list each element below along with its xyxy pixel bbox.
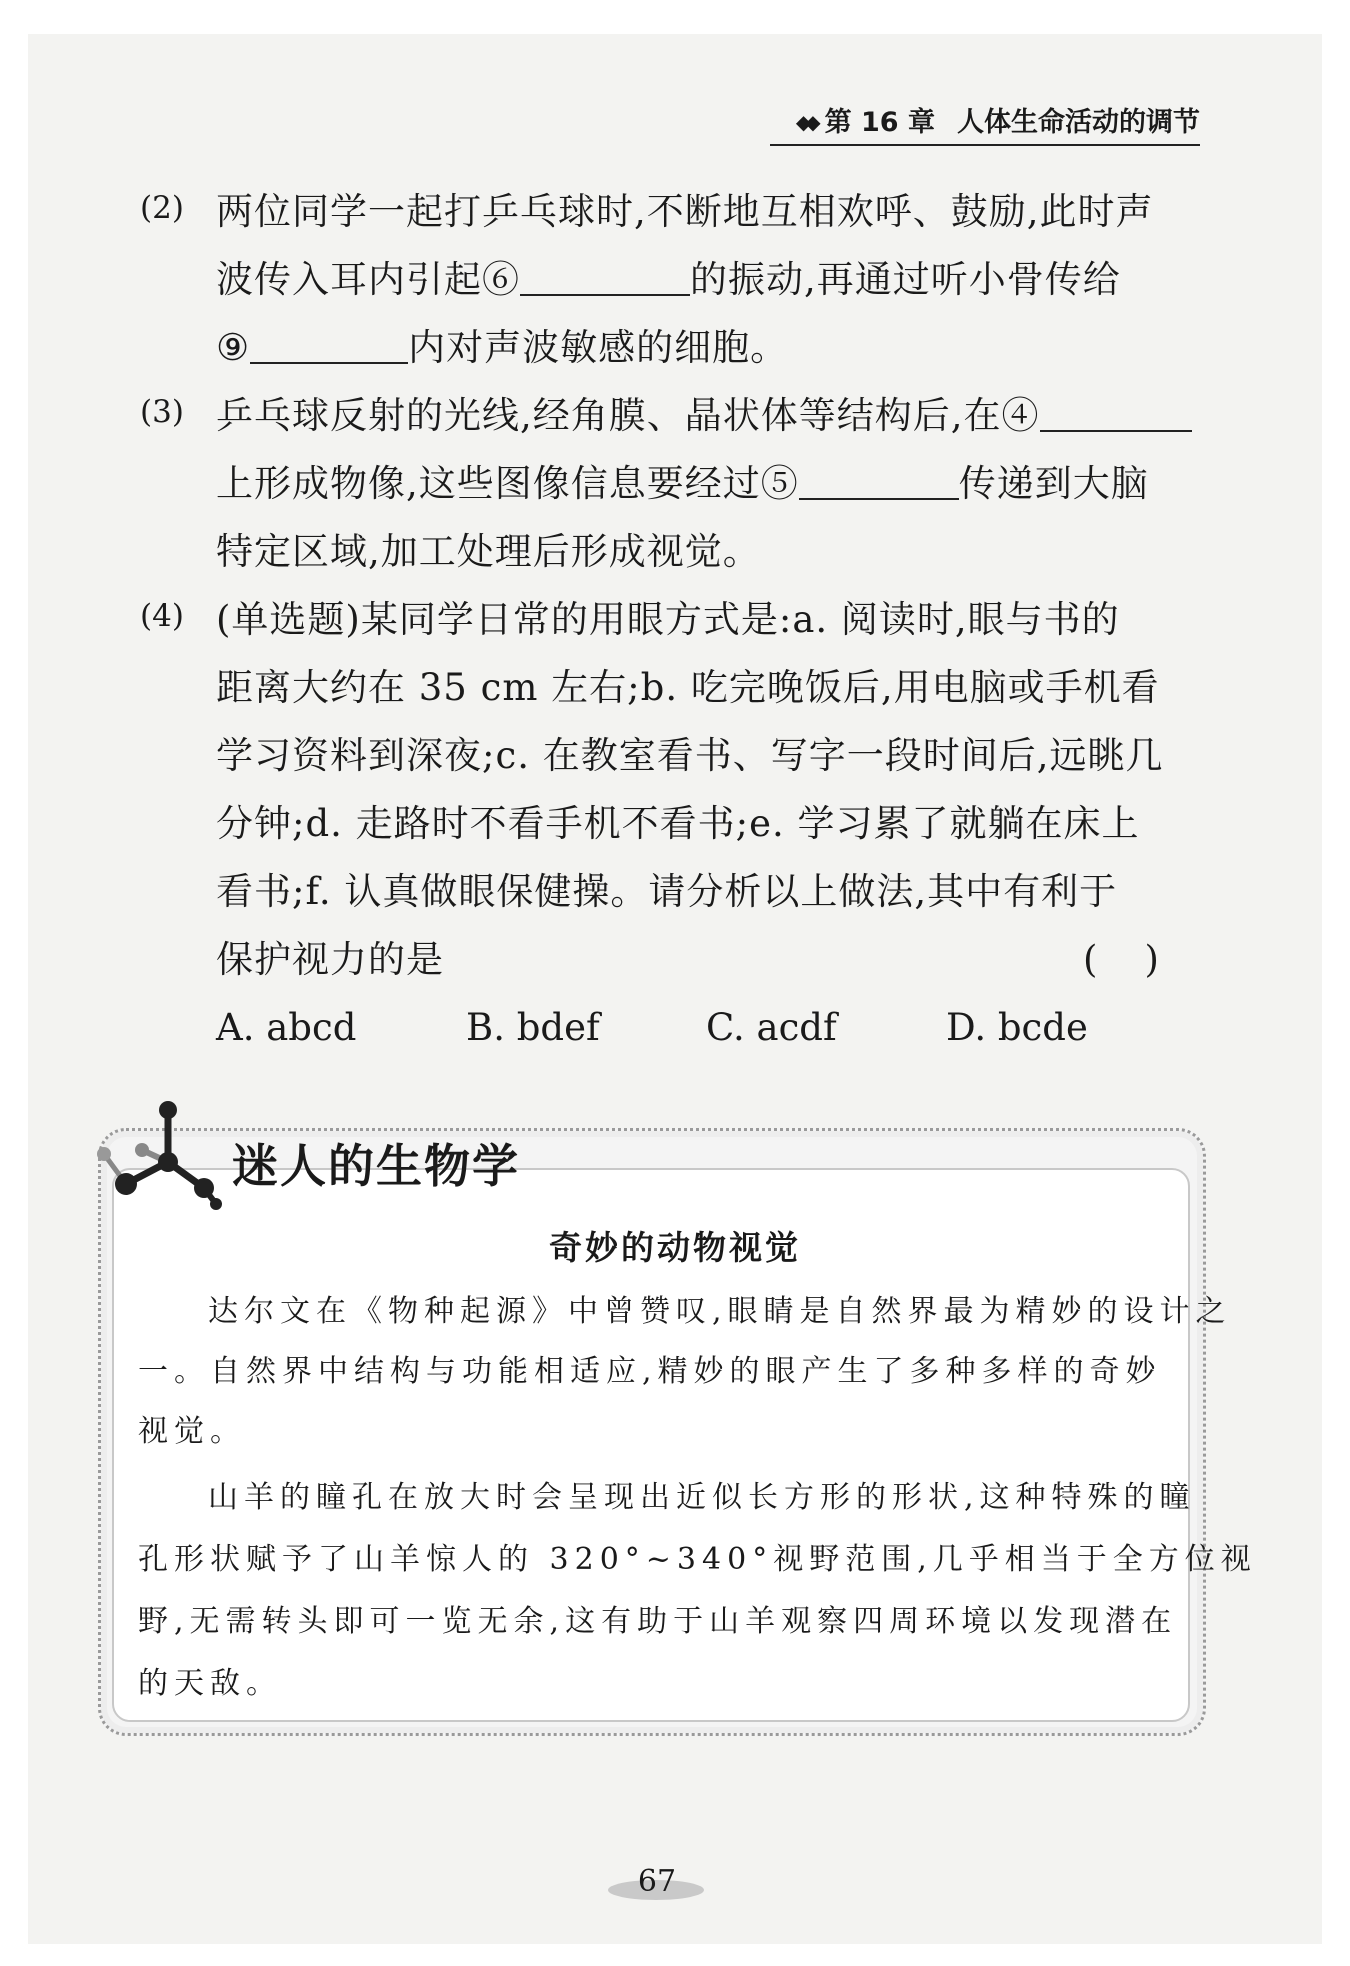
answer-blank-9[interactable] [250, 326, 408, 364]
answer-blank-6[interactable] [520, 258, 690, 296]
question-3-line-1: 乒乓球反射的光线,经角膜、晶状体等结构后,在④ [216, 392, 1192, 440]
question-2-line-3: ⑨ 内对声波敏感的细胞。 [216, 326, 789, 369]
section-title: 迷人的生物学 [232, 1139, 520, 1193]
chapter-number: 第 16 章 [824, 107, 935, 138]
paragraph-2-line-2: 孔形状赋予了山羊惊人的 320°~340°视野范围,几乎相当于全方位视 [138, 1542, 1257, 1577]
question-4-number: (4) [140, 598, 184, 634]
answer-blank-5[interactable] [799, 462, 959, 500]
answer-paren[interactable]: ( ) [1083, 938, 1159, 981]
option-d[interactable]: D. bcde [946, 1006, 1088, 1049]
page-number: 67 [637, 1864, 677, 1899]
question-3-line-2: 上形成物像,这些图像信息要经过⑤ 传递到大脑 [216, 462, 1149, 505]
chapter-title: 人体生命活动的调节 [957, 107, 1200, 138]
question-4-line-4: 分钟;d. 走路时不看手机不看书;e. 学习累了就躺在床上 [216, 802, 1140, 845]
molecule-icon [96, 1092, 226, 1212]
paragraph-1-line-2: 一。自然界中结构与功能相适应,精妙的眼产生了多种多样的奇妙 [138, 1354, 1162, 1389]
question-3-line-3: 特定区域,加工处理后形成视觉。 [216, 530, 761, 573]
question-3-number: (3) [140, 394, 184, 430]
paragraph-2-line-3: 野,无需转头即可一览无余,这有助于山羊观察四周环境以发现潜在 [138, 1604, 1178, 1639]
paragraph-1-line-3: 视觉。 [138, 1414, 246, 1449]
question-4-line-6: 保护视力的是 [216, 938, 444, 981]
question-4-line-2: 距离大约在 35 cm 左右;b. 吃完晚饭后,用电脑或手机看 [216, 666, 1160, 709]
article-title: 奇妙的动物视觉 [549, 1228, 801, 1267]
paragraph-2-line-4: 的天敌。 [138, 1666, 282, 1701]
answer-blank-4[interactable] [1040, 394, 1192, 432]
page-header [770, 104, 1200, 146]
option-c[interactable]: C. acdf [706, 1006, 837, 1049]
option-b[interactable]: B. bdef [466, 1006, 600, 1049]
option-a[interactable]: A. abcd [216, 1006, 357, 1049]
diamond-icon: ◆◆ [795, 110, 815, 134]
question-2-line-1: 两位同学一起打乒乓球时,不断地互相欢呼、鼓励,此时声 [216, 190, 1154, 233]
question-2-line-2: 波传入耳内引起⑥ 的振动,再通过听小骨传给 [216, 258, 1121, 301]
question-4-line-3: 学习资料到深夜;c. 在教室看书、写字一段时间后,远眺几 [216, 734, 1164, 777]
question-2-number: (2) [140, 190, 184, 226]
question-4-line-1: (单选题)某同学日常的用眼方式是:a. 阅读时,眼与书的 [216, 598, 1120, 641]
paragraph-1-line-1: 达尔文在《物种起源》中曾赞叹,眼睛是自然界最为精妙的设计之 [208, 1294, 1232, 1329]
question-4-line-5: 看书;f. 认真做眼保健操。请分析以上做法,其中有利于 [216, 870, 1118, 913]
paragraph-2-line-1: 山羊的瞳孔在放大时会呈现出近似长方形的形状,这种特殊的瞳 [208, 1480, 1196, 1515]
